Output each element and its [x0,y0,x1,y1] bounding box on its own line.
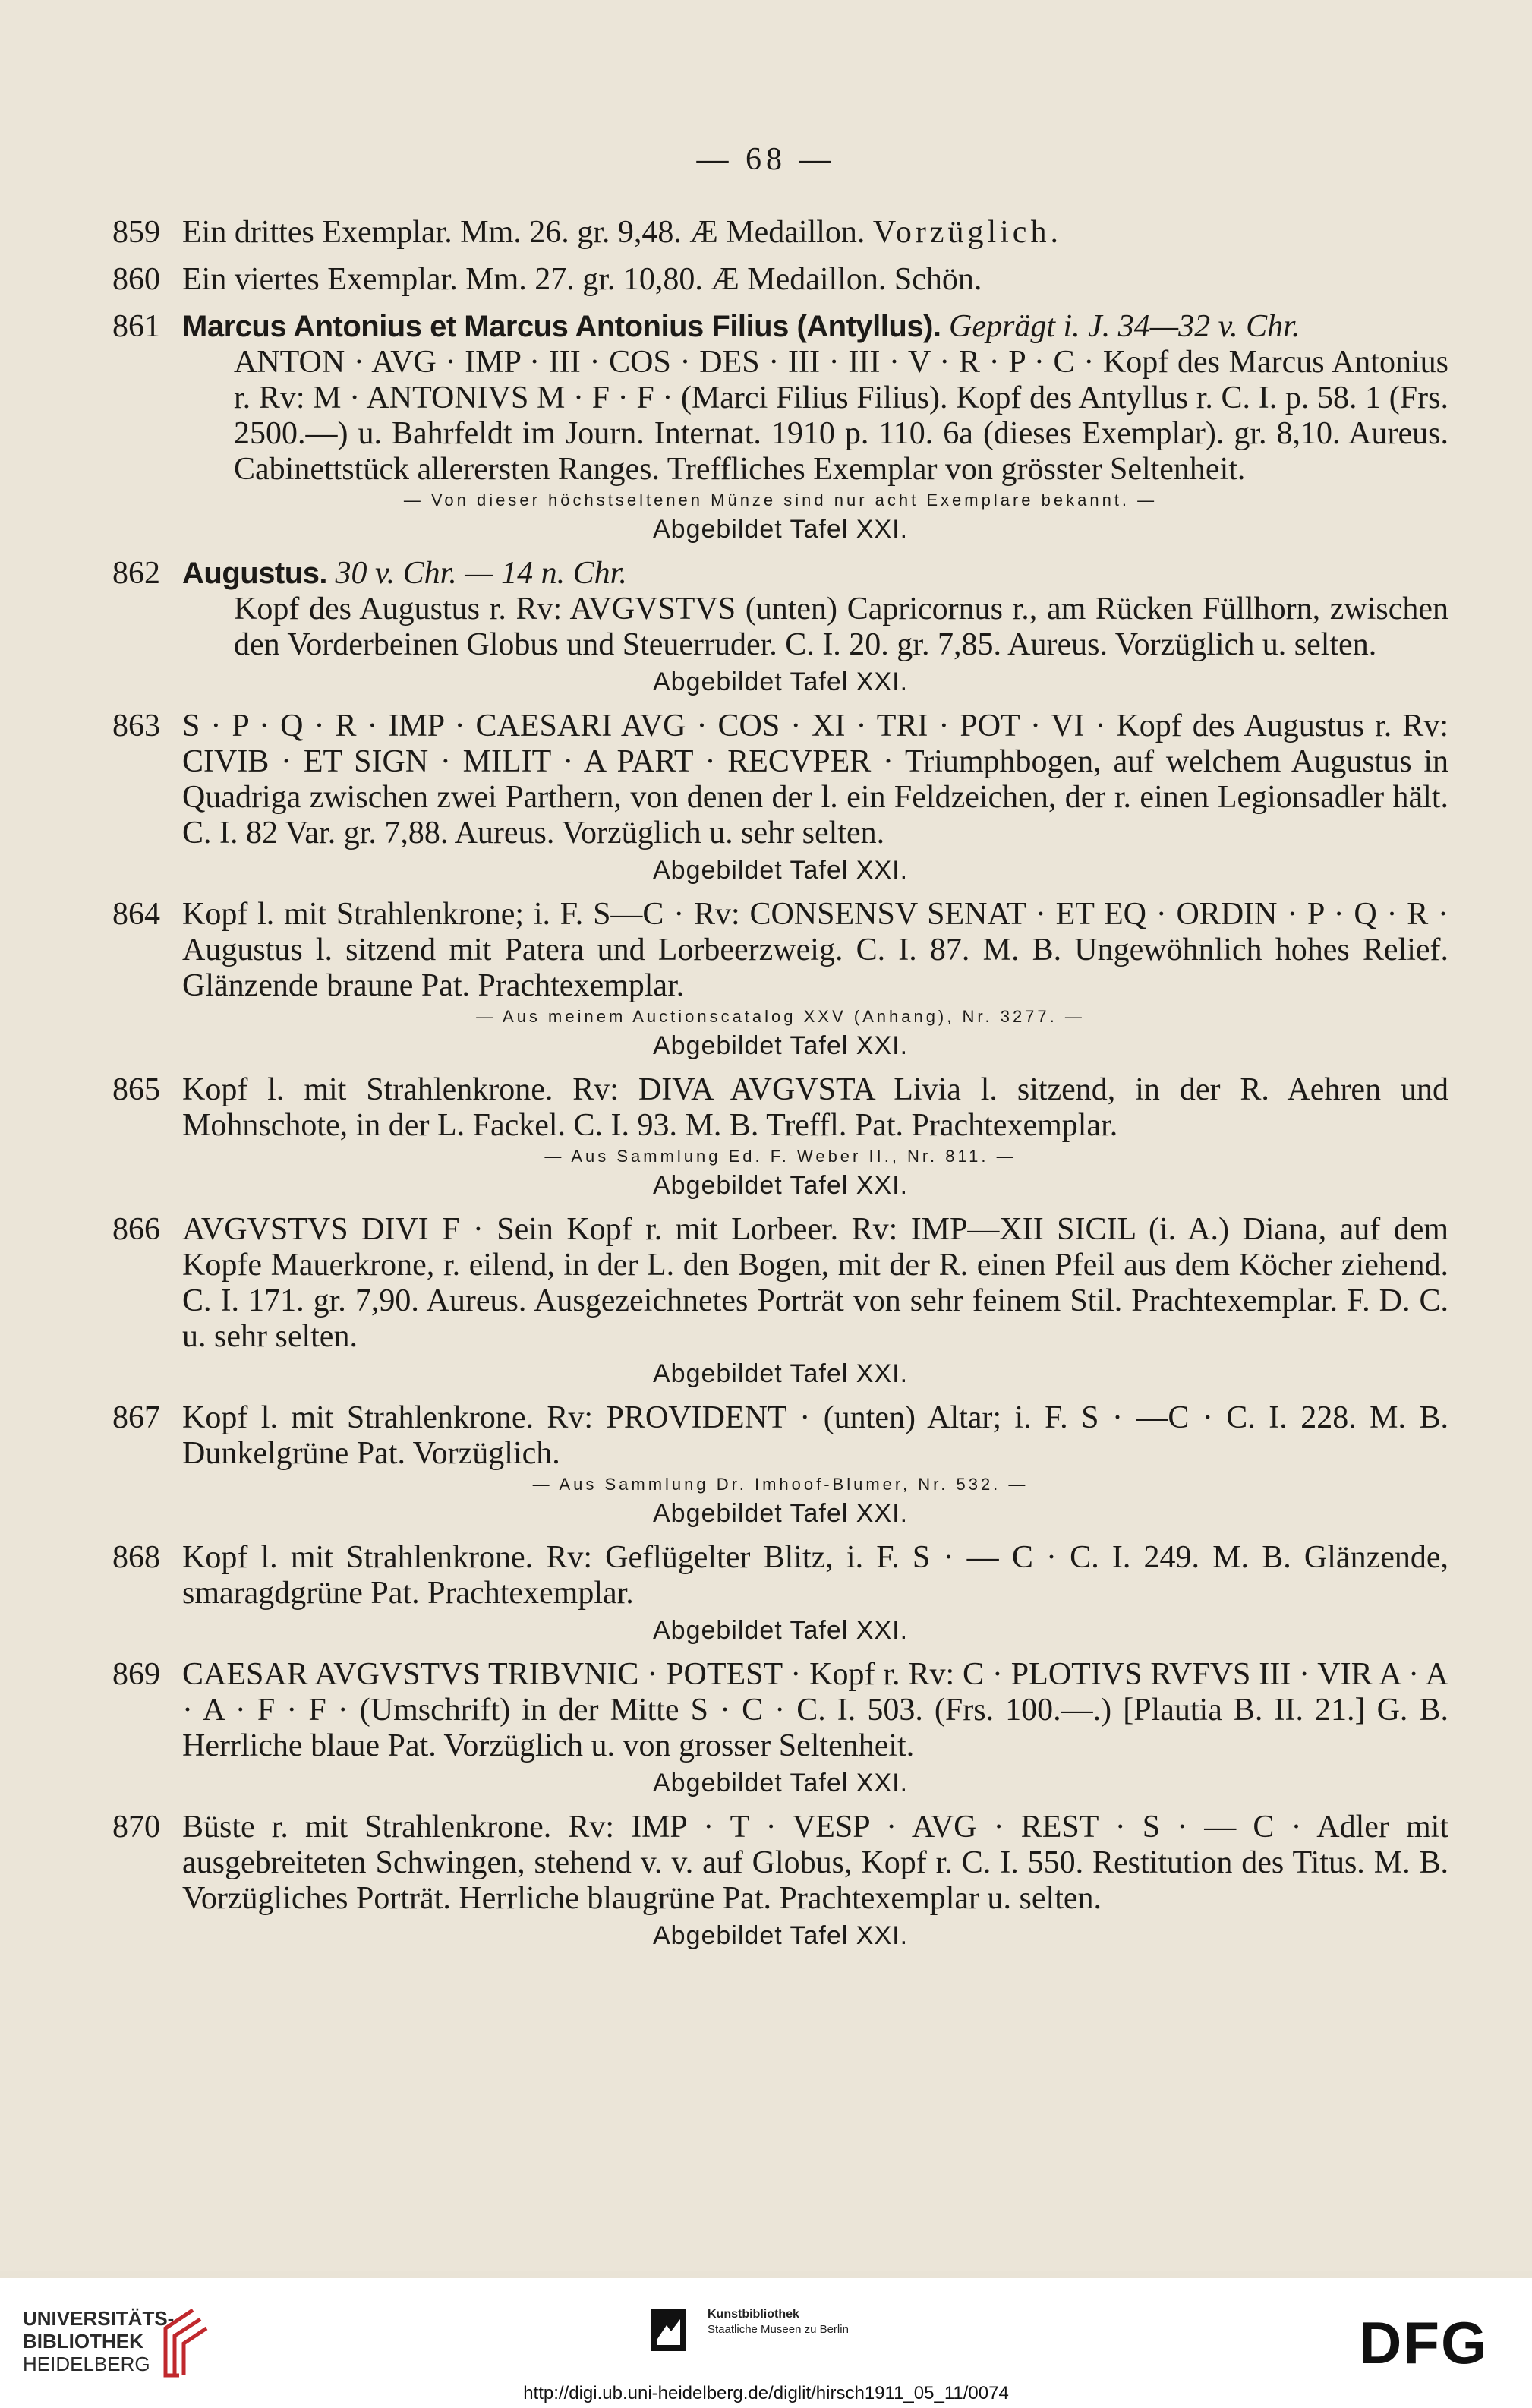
catalog-entry [112,1539,1448,1646]
plate-reference: Abgebildet Tafel XXI. [652,1921,909,1950]
permalink-url[interactable]: http://digi.ub.uni-heidelberg.de/diglit/hirsch1911_05_11/0074 [523,2383,1009,2403]
entry-body: Kopf l. mit Strahlenkrone; i. F. S—C · Rv: CONSENSV SENAT · ET EQ · ORDIN · P · Q · R · Augustus l. sitzend mit Patera und Lorbeerzweig. C. I. 87. M. B. Ungewöhnlich hohes Relief. Glänzende braune Pat. Prachtexemplar. [182,897,1448,1003]
catalog-entries [112,214,1448,1961]
plate-reference: Abgebildet Tafel XXI. [652,515,909,544]
entry-body: Kopf des Augustus r. Rv: AVGVSTVS (unten) Capricornus r., am Rücken Füllhorn, zwischen den Vorderbeinen Globus und Steuerruder. C. I. 20. gr. 7,85. Aureus. Vorzüglich u. selten. [234,592,1448,662]
plate-reference: Abgebildet Tafel XXI. [652,1499,909,1528]
plate-reference: Abgebildet Tafel XXI. [652,856,909,885]
footer-bar [0,2278,1532,2408]
entry-number: 870 [112,1810,160,1845]
catalog-entry [112,896,1448,1061]
entry-grade: Vorzüglich. [872,215,1062,250]
provenance-note: — Aus meinem Auctionscatalog XXV (Anhang), Nr. 3277. — [476,1007,1085,1026]
uni-line-2: BIBLIOTHEK [23,2330,143,2353]
entry-body: Büste r. mit Strahlenkrone. Rv: IMP · T · VESP · AVG · REST · S · — C · Adler mit ausgebreiteten Schwingen, stehend v. v. auf Globus, Kopf r. C. I. 550. Restitution des Titus. M. B. Vorzügliches Porträt. Herrliche blaugrüne Pat. Prachtexemplar u. selten. [182,1810,1448,1916]
entry-body: Kopf l. mit Strahlenkrone. Rv: PROVIDENT · (unten) Altar; i. F. S · —C · C. I. 228. M. B. Dunkelgrüne Pat. Vorzüglich. [182,1400,1448,1471]
plate-reference: Abgebildet Tafel XXI. [652,667,909,696]
plate-reference: Abgebildet Tafel XXI. [652,1031,909,1060]
entry-number: 867 [112,1400,160,1435]
plate-reference: Abgebildet Tafel XXI. [652,1359,909,1388]
entry-title: Augustus. [182,557,328,590]
entry-number: 868 [112,1540,160,1575]
provenance-note: — Von dieser höchstseltenen Münze sind nur acht Exemplare bekannt. — [403,491,1158,510]
entry-number: 860 [112,262,160,297]
plate-reference: Abgebildet Tafel XXI. [652,1769,909,1797]
entry-heading [182,556,1448,592]
entry-body: S · P · Q · R · IMP · CAESARI AVG · COS · XI · TRI · POT · VI · Kopf des Augustus r. Rv: CIVIB · ET SIGN · MILIT · A PART · RECVPER · Triumphbogen, auf welchem Augustus in Quadriga zwischen zwei Parthern, von denen der l. ein Feldzeichen, der r. einen Legionsadler hält. C. I. 82 Var. gr. 7,88. Aureus. Vorzüglich u. sehr selten. [182,709,1448,851]
page-number: — 68 — [696,142,836,177]
catalog-entry [112,1071,1448,1201]
entry-number: 866 [112,1212,160,1247]
university-logo-icon [156,2305,210,2381]
entry-body: Kopf l. mit Strahlenkrone. Rv: DIVA AVGVSTA Livia l. sitzend, in der R. Aehren und Mohnschote, in der L. Fackel. C. I. 93. M. B. Treffl. Pat. Prachtexemplar. [182,1072,1448,1143]
catalog-entry [112,1656,1448,1798]
uni-line-3: HEIDELBERG [23,2353,150,2375]
entry-number: 862 [112,556,160,591]
kb-line-1: Kunstbibliothek [708,2308,799,2321]
plate-reference: Abgebildet Tafel XXI. [652,1171,909,1200]
entry-description: Ein drittes Exemplar. Mm. 26. gr. 9,48. Æ Medaillon. [182,215,873,250]
kb-line-2: Staatliche Museen zu Berlin [708,2323,849,2336]
entry-number: 861 [112,309,160,344]
entry-body: AVGVSTVS DIVI F · Sein Kopf r. mit Lorbeer. Rv: IMP—XII SICIL (i. A.) Diana, auf dem Kopfe Mauerkrone, r. eilend, in der L. den Bogen, mit der R. einen Pfeil aus dem Köcher ziehend. C. I. 171. gr. 7,90. Aureus. Ausgezeichnetes Porträt von sehr feinem Stil. Prachtexemplar. F. D. C. u. sehr selten. [182,1212,1448,1354]
entry-heading [182,309,1448,345]
catalog-entry [112,1211,1448,1389]
catalog-entry [112,1400,1448,1529]
kunstbibliothek-logo-icon [651,2309,686,2351]
entry-date: Geprägt i. J. 34—32 v. Chr. [949,309,1300,344]
entry-number: 859 [112,215,160,250]
catalog-entry [112,308,1448,544]
catalog-entry [112,261,1448,298]
entry-title: Marcus Antonius et Marcus Antonius Filius (Antyllus). [182,310,941,343]
dfg-logo: DFG [1359,2309,1489,2376]
uni-line-1: UNIVERSITÄTS- [23,2307,175,2330]
entry-text: Ein viertes Exemplar. Mm. 27. gr. 10,80. Æ Medaillon. Schön. [182,262,982,297]
provenance-note: — Aus Sammlung Dr. Imhoof-Blumer, Nr. 532. — [532,1475,1029,1494]
entry-body: ANTON · AVG · IMP · III · COS · DES · III · III · V · R · P · C · Kopf des Marcus Antonius r. Rv: M · ANTONIVS M · F · F · (Marci Filius Filius). Kopf des Antyllus r. C. I. p. 58. 1 (Frs. 2500.—) u. Bahrfeldt im Journ. Internat. 1910 p. 110. 6a (dieses Exemplar). gr. 8,10. Aureus. Cabinettstück allerersten Ranges. Treffliches Exemplar von grösster Seltenheit. [234,345,1448,487]
catalog-entry [112,1809,1448,1951]
provenance-note: — Aus Sammlung Ed. F. Weber II., Nr. 811. — [544,1147,1017,1166]
entry-number: 865 [112,1072,160,1107]
entry-number: 869 [112,1657,160,1692]
entry-date: 30 v. Chr. — 14 n. Chr. [335,556,627,591]
entry-number: 863 [112,709,160,743]
catalog-entry [112,555,1448,697]
entry-body: CAESAR AVGVSTVS TRIBVNIC · POTEST · Kopf r. Rv: C · PLOTIVS RVFVS III · VIR A · A · A · F · F · (Umschrift) in der Mitte S · C · C. I. 503. (Frs. 100.—.) [Plautia B. II. 21.] G. B. Herrliche blaue Pat. Vorzüglich u. von grosser Seltenheit. [182,1657,1448,1763]
plate-reference: Abgebildet Tafel XXI. [652,1616,909,1645]
kunstbibliothek-text [708,2307,849,2337]
university-library-logo-text [23,2307,174,2375]
catalog-entry [112,708,1448,885]
entry-number: 864 [112,897,160,932]
catalog-entry [112,214,1448,251]
entry-body: Kopf l. mit Strahlenkrone. Rv: Geflügelter Blitz, i. F. S · — C · C. I. 249. M. B. Glänzende, smaragdgrüne Pat. Prachtexemplar. [182,1540,1448,1611]
entry-text [182,215,1448,251]
